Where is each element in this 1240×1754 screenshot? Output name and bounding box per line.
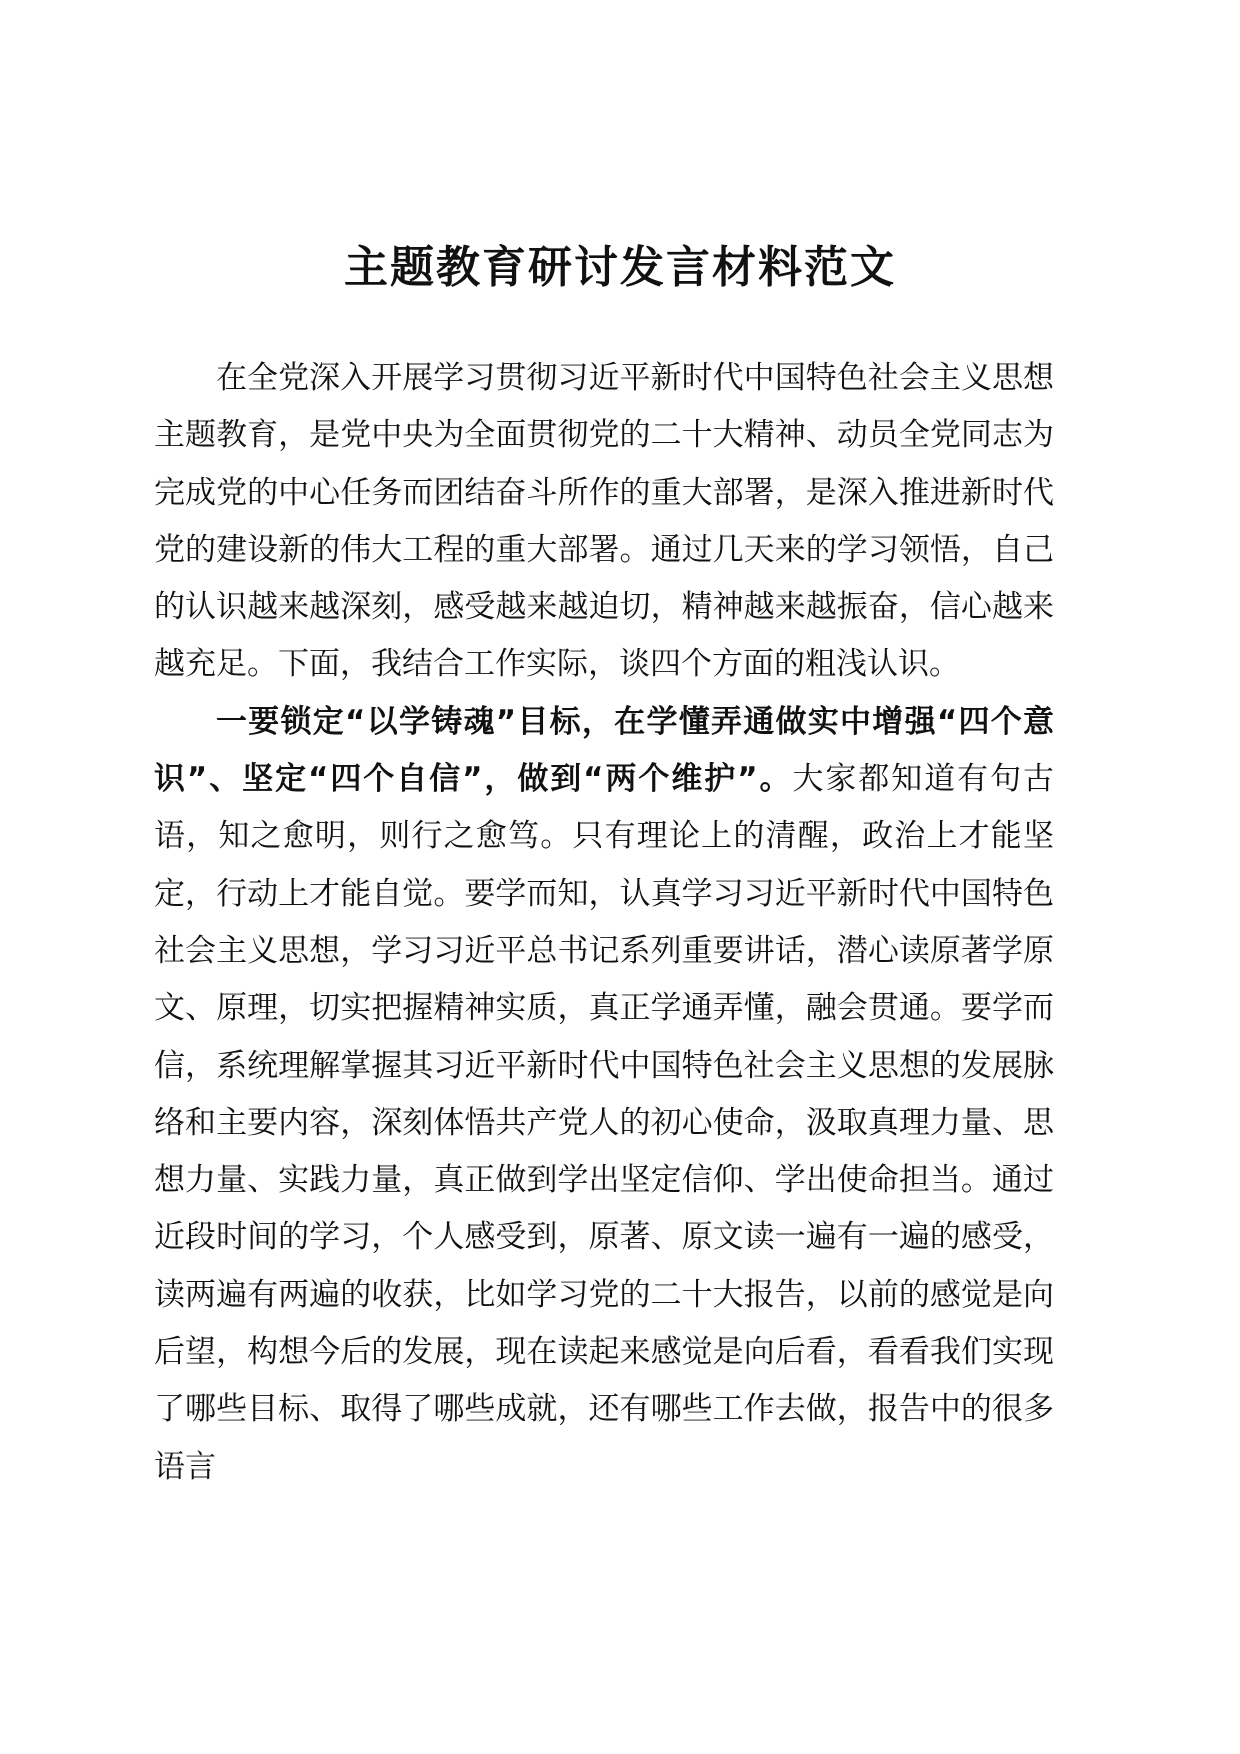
section-one-heading: 一要锁定“以学铸魂”目标，在学懂弄通做实中增强“四个意识”、坚定“四个自信”，做到“两个维护”。 [154, 703, 1054, 798]
section-one-paragraph [154, 694, 1054, 1496]
section-one-text: 大家都知道有句古语，知之愈明，则行之愈笃。只有理论上的清醒，政治上才能坚定，行动上才能自觉。要学而知，认真学习习近平新时代中国特色社会主义思想，学习习近平总书记系列重要讲话，潜心读原著学原文、原理，切实把握精神实质，真正学通弄懂，融会贯通。要学而信，系统理解掌握其习近平新时代中国特色社会主义思想的发展脉络和主要内容，深刻体悟共产党人的初心使命，汲取真理力量、思想力量、实践力量，真正做到学出坚定信仰、学出使命担当。通过近段时间的学习，个人感受到，原著、原文读一遍有一遍的感受，读两遍有两遍的收获，比如学习党的二十大报告，以前的感觉是向后望，构想今后的发展，现在读起来感觉是向后看，看看我们实现了哪些目标、取得了哪些成就，还有哪些工作去做，报告中的很多语言 [154, 761, 1054, 1485]
intro-paragraph: 在全党深入开展学习贯彻习近平新时代中国特色社会主义思想主题教育，是党中央为全面贯彻党的二十大精神、动员全党同志为完成党的中心任务而团结奋斗所作的重大部署，是深入推进新时代党的建设新的伟大工程的重大部署。通过几天来的学习领悟，自己的认识越来越深刻，感受越来越迫切，精神越来越振奋，信心越来越充足。下面，我结合工作实际，谈四个方面的粗浅认识。 [154, 360, 1054, 683]
document-title: 主题教育研讨发言材料范文 [344, 242, 896, 293]
document-body [154, 350, 1054, 1496]
